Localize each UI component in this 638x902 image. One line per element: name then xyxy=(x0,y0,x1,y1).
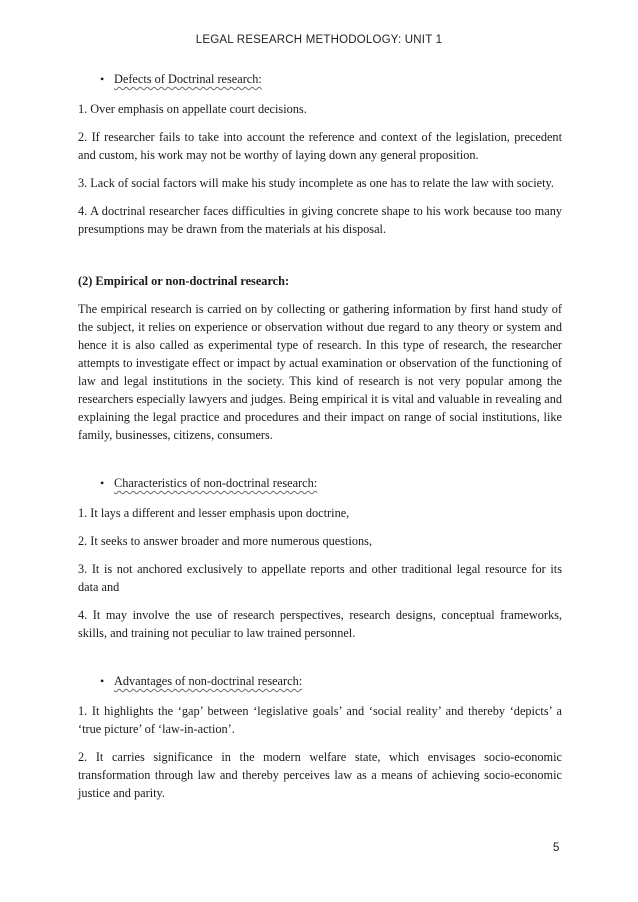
characteristics-item-4: 4. It may involve the use of research perspectives, research designs, conceptual frameworks, skills, and training not peculiar to law trained personnel. xyxy=(78,608,562,640)
defects-heading-text: Defects of Doctrinal research: xyxy=(114,72,262,86)
bullet-icon: • xyxy=(100,476,105,490)
advantages-item-2: 2. It carries significance in the modern welfare state, which envisages socio-economic transformation through law and thereby perceives law as a means of achieving socio-economic justice and parity. xyxy=(78,750,562,800)
characteristics-item-3: 3. It is not anchored exclusively to appellate reports and other traditional legal resource for its data and xyxy=(78,562,562,594)
defects-item-3: 3. Lack of social factors will make his study incomplete as one has to relate the law with society. xyxy=(78,176,554,190)
characteristics-heading xyxy=(78,474,562,492)
characteristics-item-2: 2. It seeks to answer broader and more numerous questions, xyxy=(78,534,373,548)
defects-heading xyxy=(78,70,562,88)
advantages-heading xyxy=(78,672,562,690)
characteristics-item-1: 1. It lays a different and lesser emphasis upon doctrine, xyxy=(78,506,350,520)
empirical-body: The empirical research is carried on by collecting or gathering information by first hand study of the subject, it relies on experience or observation without due regard to any theory or system and hence it is also called as experimental type of research. In this type of research, the researcher attempts to investigate effect or impact by actual examination or observation of the functioning of law and legal institutions in the society. This kind of research is not very popular among the researchers especially lawyers and judges. Being empirical it is vital and valuable in revealing and explaining the legal practice and procedures and their impact on range of social institutions, like family, businesses, citizens, consumers. xyxy=(78,302,562,442)
characteristics-heading-text: Characteristics of non-doctrinal research: xyxy=(114,476,318,490)
defects-item-2: 2. If researcher fails to take into account the reference and context of the legislation, precedent and custom, his work may not be worthy of laying down any general proposition. xyxy=(78,130,562,162)
defects-item-1: 1. Over emphasis on appellate court decisions. xyxy=(78,102,307,116)
bullet-icon: • xyxy=(100,674,105,688)
advantages-item-1: 1. It highlights the ‘gap’ between ‘legislative goals’ and ‘social reality’ and thereby ‘depicts’ a ‘true picture’ of ‘law-in-action’. xyxy=(78,704,562,736)
bullet-icon: • xyxy=(100,72,105,86)
page-number: 5 xyxy=(553,842,560,854)
empirical-title: (2) Empirical or non-doctrinal research: xyxy=(78,274,290,288)
defects-item-4: 4. A doctrinal researcher faces difficulties in giving concrete shape to his work because too many presumptions may be drawn from the materials at his disposal. xyxy=(78,204,562,236)
page-header: LEGAL RESEARCH METHODOLOGY: UNIT 1 xyxy=(195,34,443,46)
page-body xyxy=(78,70,562,812)
advantages-heading-text: Advantages of non-doctrinal research: xyxy=(114,674,303,688)
